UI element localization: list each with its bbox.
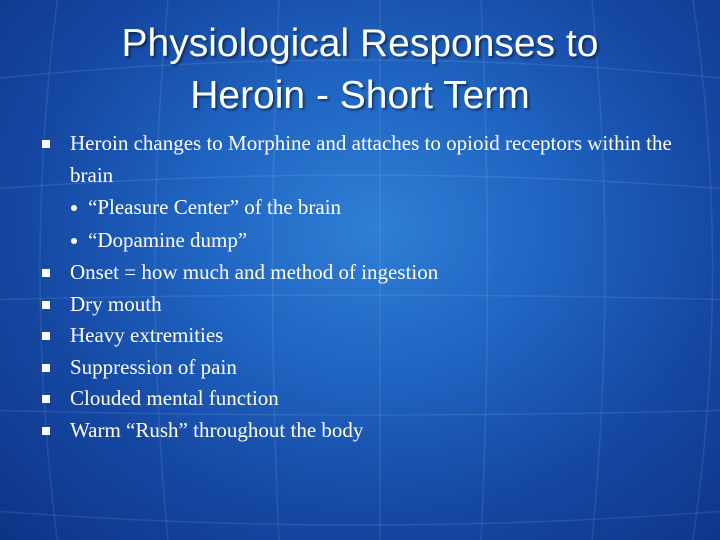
square-bullet-icon — [42, 395, 50, 403]
square-bullet-icon — [42, 364, 50, 372]
sub-list-item-text: “Dopamine dump” — [88, 228, 248, 252]
list-item-text: Onset = how much and method of ingestion — [70, 260, 439, 284]
list-item-text: Heroin changes to Morphine and attaches to opioid receptors within the brain — [70, 131, 672, 187]
list-item-text: Suppression of pain — [70, 354, 237, 379]
slide-title — [40, 18, 680, 122]
list-item — [40, 128, 690, 191]
list-item — [40, 352, 690, 384]
list-item — [40, 383, 690, 415]
list-item-text: Clouded mental function — [70, 386, 279, 410]
sub-list-item-text: “Pleasure Center” of the brain — [88, 195, 342, 219]
list-item-text: Dry mouth — [70, 291, 162, 316]
list-item — [40, 320, 690, 352]
title-line-1: Physiological Responses to — [121, 22, 599, 65]
square-bullet-icon — [42, 427, 50, 435]
sub-list-item — [40, 224, 690, 257]
dot-bullet-icon — [71, 205, 77, 211]
list-item — [40, 415, 690, 447]
list-item — [40, 257, 690, 289]
sub-list-item — [40, 191, 690, 224]
bullet-list — [40, 128, 690, 446]
list-item — [40, 289, 690, 321]
list-item-text: Heavy extremities — [70, 323, 224, 347]
list-item-text: Warm “Rush” throughout the body — [70, 417, 364, 442]
square-bullet-icon — [42, 269, 50, 277]
square-bullet-icon — [42, 301, 50, 309]
square-bullet-icon — [42, 140, 50, 148]
title-line-2: Heroin - Short Term — [190, 74, 530, 117]
square-bullet-icon — [42, 332, 50, 340]
dot-bullet-icon — [71, 238, 77, 244]
